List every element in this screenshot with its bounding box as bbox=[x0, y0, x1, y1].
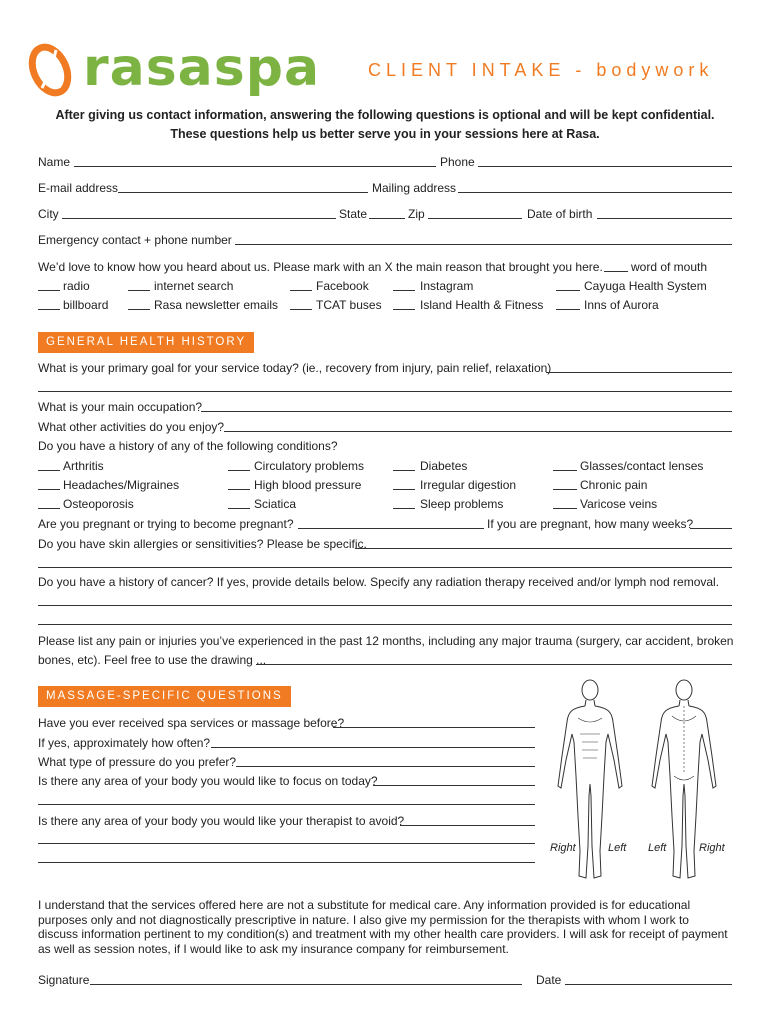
mailing-field[interactable] bbox=[458, 192, 732, 193]
referral-label-radio: radio bbox=[63, 279, 90, 293]
pain-label-line-2: bones, etc). Feel free to use the drawing ... bbox=[38, 653, 267, 667]
focus-label: Is there any area of your body you would like to focus on today? bbox=[38, 774, 378, 788]
city-field[interactable] bbox=[62, 218, 336, 219]
conditions-prompt: Do you have a history of any of the following conditions? bbox=[38, 439, 338, 453]
condition-label-arthritis: Arthritis bbox=[63, 459, 104, 473]
focus-field[interactable] bbox=[373, 785, 535, 786]
emergency-field[interactable] bbox=[235, 244, 732, 245]
mailing-label: Mailing address bbox=[372, 181, 457, 195]
date-field[interactable] bbox=[565, 984, 732, 985]
goal-field[interactable] bbox=[546, 372, 732, 373]
condition-label-diabetes: Diabetes bbox=[420, 459, 468, 473]
body-diagram[interactable] bbox=[552, 676, 742, 888]
zip-field[interactable] bbox=[428, 218, 522, 219]
condition-label-sleep: Sleep problems bbox=[420, 497, 504, 511]
cancer-field-line-2[interactable] bbox=[38, 624, 732, 625]
email-field[interactable] bbox=[118, 192, 368, 193]
activities-label: What other activities do you enjoy? bbox=[38, 420, 225, 434]
referral-check-inns[interactable] bbox=[556, 309, 580, 310]
pain-label-line-1: Please list any pain or injuries you’ve experienced in the past 12 months, including any major trauma (surgery, car accident, broken bbox=[38, 634, 734, 648]
phone-label: Phone bbox=[440, 155, 475, 169]
avoid-field-line-2[interactable] bbox=[38, 843, 535, 844]
condition-label-headaches: Headaches/Migraines bbox=[63, 478, 180, 492]
zip-label: Zip bbox=[408, 207, 425, 221]
condition-check-digestion[interactable] bbox=[393, 489, 415, 490]
referral-label-newsletter: Rasa newsletter emails bbox=[154, 298, 279, 312]
condition-check-osteoporosis[interactable] bbox=[38, 508, 60, 509]
pregnant-field[interactable] bbox=[298, 528, 484, 529]
referral-label-word-of-mouth: word of mouth bbox=[631, 260, 708, 274]
referral-check-billboard[interactable] bbox=[38, 309, 60, 310]
how-often-label: If yes, approximately how often? bbox=[38, 736, 211, 750]
email-label: E-mail address bbox=[38, 181, 119, 195]
condition-label-glasses: Glasses/contact lenses bbox=[580, 459, 704, 473]
condition-check-blood-pressure[interactable] bbox=[228, 489, 250, 490]
allergies-field-line-2[interactable] bbox=[38, 567, 732, 568]
condition-check-circulatory[interactable] bbox=[228, 470, 250, 471]
referral-label-facebook: Facebook bbox=[316, 279, 369, 293]
referral-label-cayuga: Cayuga Health System bbox=[584, 279, 707, 293]
referral-check-word-of-mouth[interactable] bbox=[604, 271, 628, 272]
referral-label-instagram: Instagram bbox=[420, 279, 474, 293]
weeks-label: If you are pregnant, how many weeks? bbox=[487, 517, 694, 531]
referral-check-cayuga[interactable] bbox=[556, 290, 580, 291]
referral-check-tcat[interactable] bbox=[290, 309, 312, 310]
name-field[interactable] bbox=[74, 166, 436, 167]
activities-field[interactable] bbox=[224, 431, 732, 432]
condition-check-diabetes[interactable] bbox=[393, 470, 415, 471]
signature-label: Signature bbox=[38, 973, 90, 987]
referral-check-island[interactable] bbox=[393, 309, 415, 310]
condition-check-sleep[interactable] bbox=[393, 508, 415, 509]
back-right-label: Right bbox=[699, 842, 725, 854]
cancer-label: Do you have a history of cancer? If yes, provide details below. Specify any radiation therapy received and/or lymph nod removal. bbox=[38, 575, 720, 589]
how-often-field[interactable] bbox=[211, 747, 535, 748]
condition-label-blood-pressure: High blood pressure bbox=[254, 478, 362, 492]
condition-label-sciatica: Sciatica bbox=[254, 497, 297, 511]
consent-text: I understand that the services offered here are not a substitute for medical care. Any information provided is for educational purposes only and not diagnostically prescriptive in nature. I also give my permission for the therapists with whom I work to discuss information pertinent to my condition(s) and treatment with my other health care providers. I will ask for receipt of payment as well as session notes, if I would like to ask my insurance company for reimbursement. bbox=[38, 898, 728, 956]
condition-check-chronic-pain[interactable] bbox=[553, 489, 577, 490]
occupation-field[interactable] bbox=[201, 411, 732, 412]
emergency-label: Emergency contact + phone number bbox=[38, 233, 232, 247]
front-left-label: Left bbox=[608, 842, 627, 854]
name-label: Name bbox=[38, 155, 71, 169]
section-header-health: GENERAL HEALTH HISTORY bbox=[38, 332, 254, 353]
state-field[interactable] bbox=[369, 218, 405, 219]
allergies-label: Do you have skin allergies or sensitivities? Please be specific. bbox=[38, 537, 367, 551]
cancer-field-line-1[interactable] bbox=[38, 605, 732, 606]
focus-field-line-2[interactable] bbox=[38, 804, 535, 805]
phone-field[interactable] bbox=[478, 166, 732, 167]
referral-label-internet-search: internet search bbox=[154, 279, 234, 293]
referral-check-newsletter[interactable] bbox=[128, 309, 150, 310]
condition-label-chronic-pain: Chronic pain bbox=[580, 478, 648, 492]
goal-field-line-2[interactable] bbox=[38, 391, 732, 392]
condition-label-digestion: Irregular digestion bbox=[420, 478, 517, 492]
condition-check-sciatica[interactable] bbox=[228, 508, 250, 509]
referral-label-billboard: billboard bbox=[63, 298, 109, 312]
referral-label-inns: Inns of Aurora bbox=[584, 298, 659, 312]
signature-field[interactable] bbox=[90, 984, 522, 985]
pressure-label: What type of pressure do you prefer? bbox=[38, 755, 237, 769]
pregnant-label: Are you pregnant or trying to become pregnant? bbox=[38, 517, 294, 531]
referral-prompt: We’d love to know how you heard about us. Please mark with an X the main reason that brought you here. bbox=[38, 260, 603, 274]
condition-check-headaches[interactable] bbox=[38, 489, 60, 490]
occupation-label: What is your main occupation? bbox=[38, 400, 203, 414]
intro-line-1: After giving us contact information, answering the following questions is optional and will be kept confidential. bbox=[55, 108, 715, 122]
condition-label-varicose: Varicose veins bbox=[580, 497, 658, 511]
intro-line-2: These questions help us better serve you in your sessions here at Rasa. bbox=[170, 127, 600, 141]
referral-label-tcat: TCAT buses bbox=[316, 298, 382, 312]
received-label: Have you ever received spa services or massage before? bbox=[38, 716, 345, 730]
referral-check-instagram[interactable] bbox=[393, 290, 415, 291]
front-right-label: Right bbox=[550, 842, 576, 854]
referral-check-facebook[interactable] bbox=[290, 290, 312, 291]
referral-check-internet-search[interactable] bbox=[128, 290, 150, 291]
pain-field[interactable] bbox=[256, 664, 732, 665]
condition-check-glasses[interactable] bbox=[553, 470, 577, 471]
condition-check-varicose[interactable] bbox=[553, 508, 577, 509]
back-left-label: Left bbox=[648, 842, 667, 854]
state-label: State bbox=[339, 207, 368, 221]
condition-check-arthritis[interactable] bbox=[38, 470, 60, 471]
weeks-field[interactable] bbox=[690, 528, 732, 529]
dob-field[interactable] bbox=[597, 218, 732, 219]
page-title: CLIENT INTAKE - bodywork bbox=[368, 60, 714, 80]
section-header-massage: MASSAGE-SPECIFIC QUESTIONS bbox=[38, 686, 291, 707]
referral-check-radio[interactable] bbox=[38, 290, 60, 291]
pressure-field[interactable] bbox=[236, 766, 535, 767]
avoid-field-line-3[interactable] bbox=[38, 862, 535, 863]
city-label: City bbox=[38, 207, 59, 221]
brand-wordmark: rasaspa bbox=[83, 38, 321, 98]
condition-label-osteoporosis: Osteoporosis bbox=[63, 497, 134, 511]
allergies-field[interactable] bbox=[355, 548, 732, 549]
avoid-field[interactable] bbox=[400, 825, 535, 826]
goal-label: What is your primary goal for your service today? (ie., recovery from injury, pain relief, relaxation) bbox=[38, 361, 552, 375]
date-label: Date bbox=[536, 973, 562, 987]
rasa-spa-logo bbox=[28, 38, 328, 98]
condition-label-circulatory: Circulatory problems bbox=[254, 459, 365, 473]
avoid-label: Is there any area of your body you would like your therapist to avoid? bbox=[38, 814, 405, 828]
received-field[interactable] bbox=[333, 727, 535, 728]
dob-label: Date of birth bbox=[527, 207, 593, 221]
referral-label-island: Island Health & Fitness bbox=[420, 298, 544, 312]
